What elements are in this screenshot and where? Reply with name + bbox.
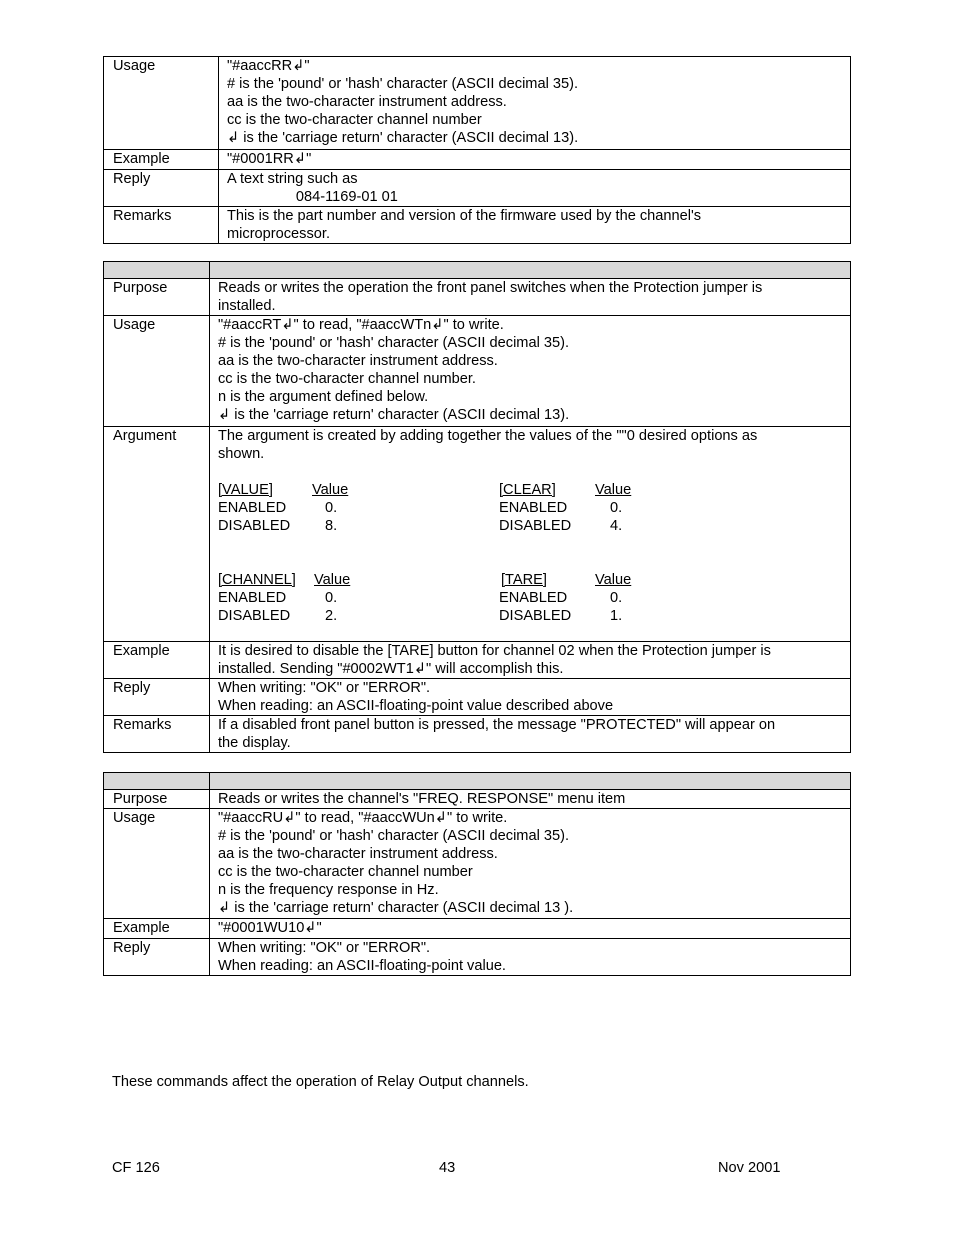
- example-text: [210, 919, 851, 939]
- disabled-label: DISABLED: [499, 608, 572, 624]
- enabled-value: 0.: [610, 500, 623, 516]
- firmware-version-command-table: [103, 56, 851, 244]
- value-header: Value: [314, 572, 351, 588]
- enabled-value: 0.: [610, 590, 623, 606]
- value-header: Value: [595, 482, 632, 498]
- row-label: Example: [104, 642, 210, 679]
- value-header: Value: [312, 482, 349, 498]
- text-line: ↲ is the 'carriage return' character (ASCII decimal 13 ).: [218, 900, 574, 916]
- argument-cell: [210, 427, 851, 642]
- row-label: Usage: [104, 57, 219, 150]
- text-line: ↲ is the 'carriage return' character (ASCII decimal 13).: [218, 407, 570, 423]
- row-label: Reply: [104, 170, 219, 207]
- text-line: "#aaccRR↲": [227, 58, 310, 74]
- table-row: [104, 939, 851, 976]
- text-line: "#0001RR↲": [227, 151, 312, 167]
- enabled-label: ENABLED: [499, 500, 568, 516]
- text-line: # is the 'pound' or 'hash' character (ASCII decimal 35).: [218, 828, 570, 844]
- text-line: When writing: "OK" or "ERROR".: [218, 680, 431, 696]
- text-line: If a disabled front panel button is pressed, the message "PROTECTED" will appear on: [218, 717, 776, 733]
- disabled-value: 8.: [325, 518, 338, 534]
- text-line: # is the 'pound' or 'hash' character (ASCII decimal 35).: [227, 76, 579, 92]
- text-line: the display.: [218, 735, 291, 751]
- footer-page-number: 43: [439, 1160, 456, 1176]
- row-label: Reply: [104, 679, 210, 716]
- row-label: Argument: [104, 427, 210, 642]
- table-row: [104, 150, 851, 170]
- text-line: Reads or writes the operation the front panel switches when the Protection jumper is: [218, 280, 763, 296]
- tare-option-name: [TARE]: [501, 572, 547, 588]
- remarks-text: [210, 716, 851, 753]
- text-line: aa is the two-character instrument address.: [218, 846, 498, 862]
- text-line: cc is the two-character channel number.: [218, 371, 476, 387]
- clear-option-name: [CLEAR]: [499, 482, 556, 498]
- row-label: Purpose: [104, 279, 210, 316]
- enabled-label: ENABLED: [218, 590, 287, 606]
- enabled-value: 0.: [325, 500, 338, 516]
- text-line: installed.: [218, 298, 276, 314]
- text-line: microprocessor.: [227, 226, 330, 242]
- value-header: Value: [595, 572, 632, 588]
- table-row: [104, 207, 851, 244]
- text-line: When reading: an ASCII-floating-point value.: [218, 958, 506, 974]
- reply-text: [210, 679, 851, 716]
- enabled-label: ENABLED: [218, 500, 287, 516]
- text-line: The argument is created by adding together the values of the ""0 desired options as: [218, 428, 758, 444]
- remarks-text: [219, 207, 851, 244]
- text-line: ↲ is the 'carriage return' character (ASCII decimal 13).: [227, 130, 579, 146]
- header-cell: [104, 262, 210, 279]
- text-line: n is the frequency response in Hz.: [218, 882, 439, 898]
- row-label: Example: [104, 150, 219, 170]
- table-row: [104, 679, 851, 716]
- footer-date: Nov 2001: [718, 1160, 781, 1176]
- reply-text: [210, 939, 851, 976]
- row-label: Usage: [104, 316, 210, 427]
- text-line: "#0001WU10↲": [218, 920, 322, 936]
- text-line: A text string such as: [227, 171, 358, 187]
- table-row: [104, 919, 851, 939]
- reply-text: [219, 170, 851, 207]
- usage-text: [210, 316, 851, 427]
- table-row: [104, 279, 851, 316]
- argument-options-grid: [218, 463, 850, 639]
- table-header-bar: [104, 773, 851, 790]
- row-label: Remarks: [104, 716, 210, 753]
- text-line: "#aaccRT↲" to read, "#aaccWTn↲" to write.: [218, 317, 504, 333]
- table-row: [104, 427, 851, 642]
- row-label: Example: [104, 919, 210, 939]
- text-line: When reading: an ASCII-floating-point value described above: [218, 698, 614, 714]
- text-line: When writing: "OK" or "ERROR".: [218, 940, 431, 956]
- text-line: Reads or writes the channel's "FREQ. RESPONSE" menu item: [218, 791, 626, 807]
- channel-option-name: [CHANNEL]: [218, 572, 296, 588]
- text-line: It is desired to disable the [TARE] button for channel 02 when the Protection jumper is: [218, 643, 771, 659]
- purpose-text: [210, 790, 851, 809]
- text-line: n is the argument defined below.: [218, 389, 429, 405]
- table-row: [104, 790, 851, 809]
- disabled-label: DISABLED: [218, 608, 291, 624]
- row-label: Usage: [104, 809, 210, 919]
- value-option-name: [VALUE]: [218, 482, 273, 498]
- table-row: [104, 57, 851, 150]
- table-header-bar: [104, 262, 851, 279]
- disabled-value: 2.: [325, 608, 338, 624]
- purpose-text: [210, 279, 851, 316]
- disabled-value: 1.: [610, 608, 623, 624]
- table-row: [104, 316, 851, 427]
- text-line: cc is the two-character channel number: [218, 864, 473, 880]
- disabled-value: 4.: [610, 518, 623, 534]
- example-text: [210, 642, 851, 679]
- table-row: [104, 642, 851, 679]
- disabled-label: DISABLED: [499, 518, 572, 534]
- section-intro-text: These commands affect the operation of Relay Output channels.: [112, 1074, 529, 1090]
- enabled-value: 0.: [325, 590, 338, 606]
- row-label: Remarks: [104, 207, 219, 244]
- text-line: This is the part number and version of the firmware used by the channel's: [227, 208, 702, 224]
- enabled-label: ENABLED: [499, 590, 568, 606]
- header-cell: [104, 773, 210, 790]
- text-line: 084-1169-01 01: [227, 189, 398, 205]
- table-row: [104, 170, 851, 207]
- usage-text: [210, 809, 851, 919]
- front-panel-protection-command-table: [103, 261, 851, 753]
- table-row: [104, 809, 851, 919]
- text-line: "#aaccRU↲" to read, "#aaccWUn↲" to write.: [218, 810, 508, 826]
- text-line: # is the 'pound' or 'hash' character (ASCII decimal 35).: [218, 335, 570, 351]
- text-line: shown.: [218, 446, 265, 462]
- text-line: installed. Sending "#0002WT1↲" will accomplish this.: [218, 661, 564, 677]
- row-label: Purpose: [104, 790, 210, 809]
- text-line: aa is the two-character instrument address.: [218, 353, 498, 369]
- example-text: [219, 150, 851, 170]
- disabled-label: DISABLED: [218, 518, 291, 534]
- usage-text: [219, 57, 851, 150]
- row-label: Reply: [104, 939, 210, 976]
- header-cell: [210, 262, 851, 279]
- frequency-response-command-table: [103, 772, 851, 976]
- text-line: cc is the two-character channel number: [227, 112, 482, 128]
- text-line: aa is the two-character instrument address.: [227, 94, 507, 110]
- table-row: [104, 716, 851, 753]
- footer-document-id: CF 126: [112, 1160, 160, 1176]
- header-cell: [210, 773, 851, 790]
